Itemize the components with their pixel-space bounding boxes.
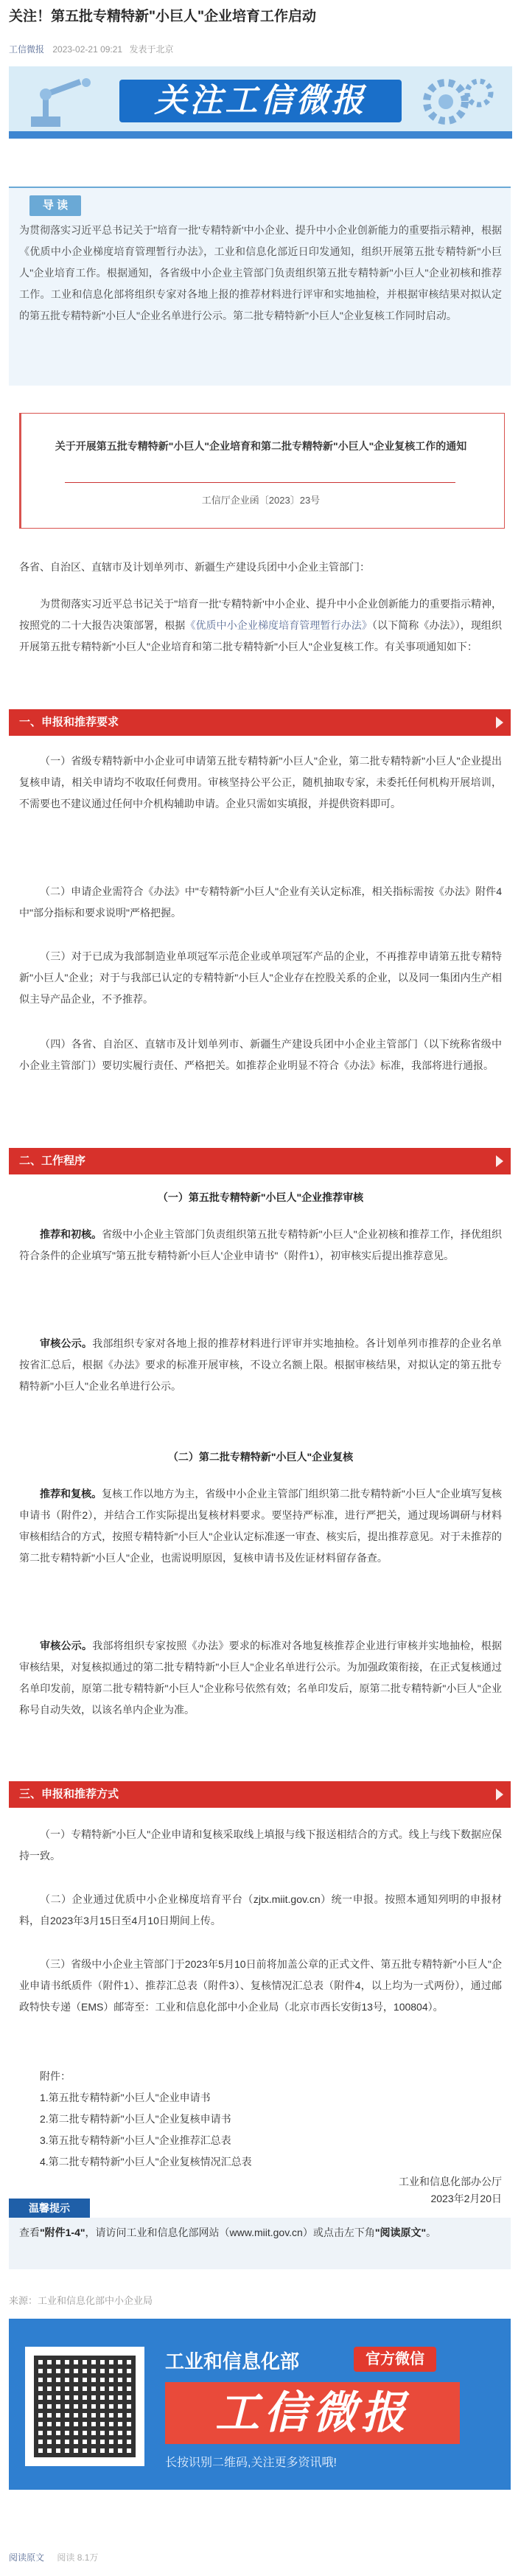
guide-tag: 导 读: [29, 195, 81, 216]
paragraph: （二）企业通过优质中小企业梯度培育平台（zjtx.miit.gov.cn）统一申报。按照本通知列明的申报材料，自2023年3月15日至4月10日期间上传。: [19, 1893, 502, 1926]
signature-date: 2023年2月20日: [430, 2193, 502, 2204]
robot-arm-icon: [24, 72, 105, 131]
bottom-banner: [9, 2319, 511, 2490]
qr-code[interactable]: [25, 2347, 144, 2466]
paragraph-text: 复核工作以地方为主，省级中小企业主管部门组织第二批专精特新"小巨人"企业填写复核申请书（附件2），并结合工作实际提出复核材料要求。要坚持严标准，进行严把关，通过现场调研与材料审核相结合的方式，按照专精特新"小巨人"企业认定标准逐一审查、核实后，提出推荐意见。对于未推荐的第二批专精特新"小巨人"企业，也需说明原因，复核申请书及佐证材料留存备查。: [19, 1488, 503, 1564]
attachment-item: 4.第二批专精特新"小巨人"企业复核情况汇总表: [40, 2156, 252, 2168]
paragraph-lead: 审核公示。: [40, 1337, 93, 1349]
attachment-item: 1.第五批专精特新"小巨人"企业申请书: [40, 2092, 211, 2103]
paragraph: （一）省级专精特新中小企业可申请第五批专精特新"小巨人"企业，第二批专精特新"小巨人"企业提出复核申请，相关申请均不收取任何费用。审核坚持公平公正，随机抽取专家，未委托任何机构开展培训，不需要也不建议通过任何中介机构辅助申请。企业只需如实填报，并提供资料即可。: [19, 755, 502, 810]
paragraph: （三）省级中小企业主管部门于2023年5月10日前将加盖公章的正式文件、第五批专精特新"小巨人"企业申请书纸质件（附件1）、推荐汇总表（附件3）、复核情况汇总表（附件4，以上均为一式两份），通过邮政特快专递（EMS）邮寄至：工业和信息化部中小企业局（北京市西长安街13号，100804）。: [19, 1958, 502, 2013]
reminder-tag: 温馨提示: [9, 2199, 90, 2218]
attachment-item: 2.第二批专精特新"小巨人"企业复核申请书: [40, 2113, 231, 2125]
intro-paragraph: [19, 593, 502, 658]
read-original-link[interactable]: 阅读原文: [9, 2552, 45, 2563]
banner-title: 关注工信微报: [119, 80, 402, 122]
subheading: （一）第五批专精特新"小巨人"企业推荐审核: [157, 1191, 364, 1203]
section-title: 一、申报和推荐要求: [19, 716, 119, 728]
paragraph: （三）对于已成为我部制造业单项冠军示范企业或单项冠军产品的企业，不再推荐申请第五批专精特新"小巨人"企业；对于与我部已认定的专精特新"小巨人"企业存在控股关系的企业，以及同一集团内生产相似主导产品企业，不予推荐。: [19, 950, 502, 1005]
reminder-highlight: "附件1-4": [40, 2227, 85, 2238]
paragraph-text: 省级中小企业主管部门负责组织第五批专精特新"小巨人"企业初核和推荐工作，择优组织符合条件的企业填写"第五批专精特新'小巨人'企业申请书"（附件1），初审核实后提出推荐意见。: [19, 1228, 503, 1261]
addressee: 各省、自治区、直辖市及计划单列市、新疆生产建设兵团中小企业主管部门：: [19, 561, 370, 573]
paragraph-text: 我部组织专家对各地上报的推荐材料进行评审并实地抽检。各计划单列市推荐的企业名单按省汇总后，根据《办法》要求的标准开展审核，不设立名额上限。根据审核结果，对拟认定的第五批专精特新"小巨人"企业名单进行公示。: [19, 1337, 502, 1392]
article-title: 关注！第五批专精特新"小巨人"企业培育工作启动: [9, 9, 317, 24]
section-header-2: [9, 1148, 511, 1174]
subheading: （二）第二批专精特新"小巨人"企业复核: [167, 1451, 354, 1463]
triangle-icon: [496, 1155, 503, 1167]
reminder-text: [19, 2222, 498, 2243]
intro-text-b: （以下简称《办法》），现组织开展第五批专精特新"小巨人"企业培育和第二批专精特新"小巨人"企业复核工作。有关事项通知如下：: [19, 619, 503, 652]
notice-doc-number: 工信厅企业函〔2023〕23号: [201, 495, 321, 506]
reminder-text-a: 查看: [19, 2227, 40, 2238]
bottom-big-title: 工信微报: [165, 2382, 460, 2444]
section-title: 三、申报和推荐方式: [19, 1788, 119, 1800]
paragraph: （四）各省、自治区、直辖市及计划单列市、新疆生产建设兵团中小企业主管部门（以下统称省级中小企业主管部门）要切实履行责任、严格把关。如推荐企业明显不符合《办法》标准，我部将进行通报。: [19, 1038, 502, 1071]
triangle-icon: [496, 1789, 503, 1800]
paragraph-lead: 推荐和复核。: [40, 1488, 102, 1500]
guide-text: 为贯彻落实习近平总书记关于"培育一批'专精特新'中小企业、提升中小企业创新能力的重要指示精神，根据《优质中小企业梯度培育管理暂行办法》，工业和信息化部近日印发通知，组织开展第五批专精特新"小巨人"企业培育工作。根据通知，各省级中小企业主管部门负责组织第五批专精特新"小巨人"企业初核和推荐工作。工业和信息化部将组织专家对各地上报的推荐材料进行评审和实地抽检，并根据审核结果对拟认定的第五批专精特新"小巨人"企业名单进行公示。第二批专精特新"小巨人"企业复核工作同时启动。: [19, 224, 502, 321]
notice-card: [19, 413, 505, 529]
qr-pattern: [34, 2356, 136, 2457]
paragraph: （一）专精特新"小巨人"企业申请和复核采取线上填报与线下报送相结合的方式。线上与线下数据应保持一致。: [19, 1828, 502, 1862]
signature-org: 工业和信息化部办公厅: [399, 2176, 502, 2187]
section-header-3: [9, 1781, 511, 1808]
notice-title: 关于开展第五批专精特新"小巨人"企业培育和第二批专精特新"小巨人"企业复核工作的通知: [55, 440, 467, 452]
reminder-read-original: "阅读原文": [374, 2227, 427, 2238]
regulation-link[interactable]: 《优质中小企业梯度培育管理暂行办法》: [185, 619, 372, 631]
paragraph-text: 我部将组织专家按照《办法》要求的标准对各地复核推荐企业进行审核并实地抽检，根据审核结果，对复核拟通过的第二批专精特新"小巨人"企业名单进行公示。为加强政策衔接，在正式复核通过名单印发前，原第二批专精特新"小巨人"企业称号依然有效；名单印发后，原第二批专精特新"小巨人"企业称号自动失效，以该名单内企业为准。: [19, 1640, 502, 1716]
section-title: 二、工作程序: [19, 1155, 86, 1167]
paragraph: [19, 1224, 502, 1267]
intro-text-a: 为贯彻落实习近平总书记关于"培育一批'专精特新'中小企业、提升中小企业创新能力的重要指示精神，按照党的二十大报告决策部署，根据: [19, 598, 502, 631]
read-count: 阅读 8.1万: [57, 2552, 99, 2563]
attachment-item: 3.第五批专精特新"小巨人"企业推荐汇总表: [40, 2134, 231, 2146]
article-footer: [9, 2551, 98, 2563]
article-meta: [9, 43, 178, 55]
notice-divider: [65, 482, 455, 483]
official-wechat-badge: 官方微信: [354, 2347, 436, 2372]
banner-stripe: [9, 131, 512, 139]
bottom-org-name: 工业和信息化部: [165, 2350, 300, 2373]
bottom-slogan: 长按识别二维码,关注更多资讯哦!: [165, 2457, 337, 2469]
section-header-1: [9, 709, 511, 736]
attachments-title: 附件：: [40, 2070, 71, 2082]
paragraph: [19, 1635, 502, 1721]
paragraph-lead: 审核公示。: [40, 1640, 93, 1651]
gear-icon: [416, 72, 497, 131]
account-name-link[interactable]: 工信微报: [9, 44, 45, 55]
paragraph: [19, 1333, 502, 1397]
source-line: 来源：工业和信息化部中小企业局: [9, 2295, 153, 2306]
publish-location: 发表于北京: [129, 44, 174, 55]
reminder-text-e: 。: [426, 2227, 437, 2238]
reminder-text-c: ，请访问工业和信息化部网站（www.miit.gov.cn）或点击左下角: [85, 2227, 375, 2238]
triangle-icon: [496, 717, 503, 728]
paragraph-lead: 推荐和初核。: [40, 1228, 102, 1240]
top-banner: [9, 66, 512, 139]
paragraph: [19, 1483, 502, 1569]
paragraph: （二）申请企业需符合《办法》中"专精特新"小巨人"企业有关认定标准，相关指标需按《办法》附件4中"部分指标和要求说明"严格把握。: [19, 885, 502, 919]
publish-time: 2023-02-21 09:21: [52, 44, 123, 55]
